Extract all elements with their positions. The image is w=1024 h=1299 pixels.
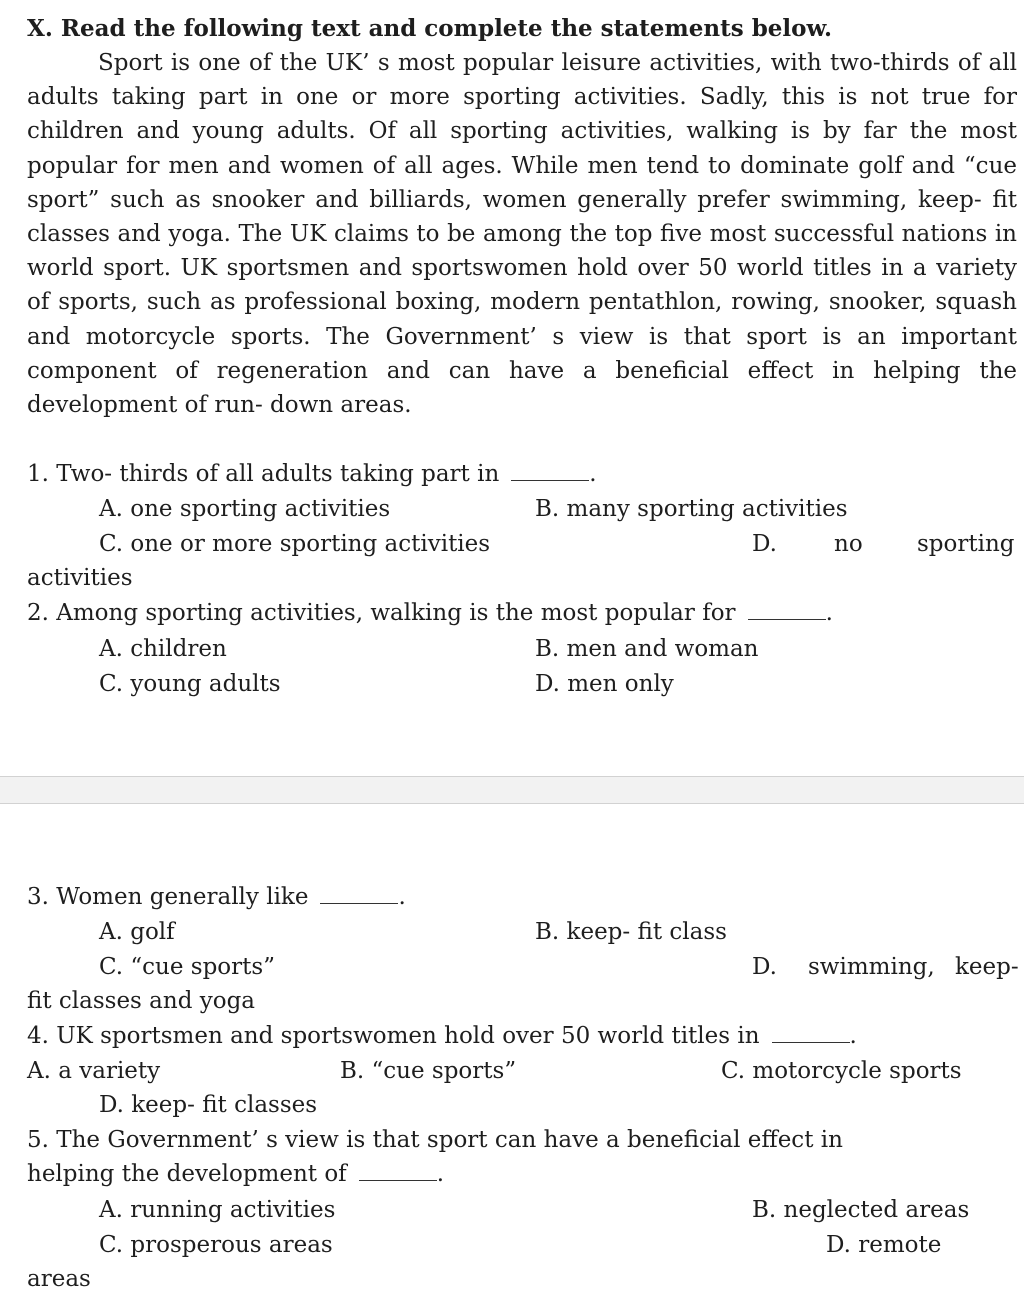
q2-option-d[interactable]: D. men only: [535, 671, 674, 697]
q1-option-d-word1: no: [834, 531, 863, 557]
answer-blank[interactable]: [748, 597, 826, 620]
q4-option-c[interactable]: C. motorcycle sports: [721, 1058, 962, 1084]
q2-option-b[interactable]: B. men and woman: [535, 636, 759, 662]
reading-passage: Sport is one of the UK’ s most popular leisure activities, with two-thirds of all adults taking part in one or more sporting activities. Sadly, this is not true for children and young adults. Of all sporting activities, walking is by far the most popular for men and women of all ages. While men tend to dominate golf and “cue sport” such as snooker and billiards, women generally prefer swimming, keep- fit classes and yoga. The UK claims to be among the top five most successful nations in world sport. UK sportsmen and sportswomen hold over 50 world titles in a variety of sports, such as professional boxing, modern pentathlon, rowing, snooker, squash and motorcycle sports. The Government’ s view is that sport is an important component of regeneration and can have a beneficial effect in helping the development of run- down areas.: [27, 50, 1017, 419]
q3-option-d-continued: fit classes and yoga: [27, 988, 256, 1014]
question-2-stem: 2. Among sporting activities, walking is the most popular for .: [27, 596, 833, 630]
q1-option-d-word2: sporting: [917, 531, 1015, 557]
q2-option-c[interactable]: C. young adults: [99, 671, 281, 697]
q1-option-c[interactable]: C. one or more sporting activities: [99, 531, 491, 557]
q3-option-c[interactable]: C. “cue sports”: [99, 954, 275, 980]
q1-option-b[interactable]: B. many sporting activities: [535, 496, 848, 522]
question-4-stem: 4. UK sportsmen and sportswomen hold over 50 world titles in .: [27, 1019, 857, 1053]
q3-option-a[interactable]: A. golf: [99, 919, 175, 945]
page-divider: [0, 776, 1024, 804]
q1-option-d-letter[interactable]: D.: [752, 531, 777, 557]
question-5-stem-line2: helping the development of .: [27, 1157, 444, 1191]
q3-option-b[interactable]: B. keep- fit class: [535, 919, 727, 945]
answer-blank[interactable]: [772, 1020, 850, 1043]
q4-option-a[interactable]: A. a variety: [27, 1058, 161, 1084]
exercise-heading: X. Read the following text and complete the statements below.: [27, 15, 832, 42]
q5-option-d[interactable]: D. remote: [826, 1232, 942, 1258]
answer-blank[interactable]: [359, 1158, 437, 1181]
q4-option-d[interactable]: D. keep- fit classes: [99, 1092, 318, 1118]
q3-option-d-letter[interactable]: D.: [752, 954, 777, 980]
question-5-stem-line1: 5. The Government’ s view is that sport can have a beneficial effect in: [27, 1127, 843, 1153]
answer-blank[interactable]: [511, 458, 589, 481]
q3-option-d-word2: keep-: [955, 954, 1019, 980]
q5-option-c[interactable]: C. prosperous areas: [99, 1232, 333, 1258]
q1-option-d-continued: activities: [27, 565, 133, 591]
question-1-stem: 1. Two- thirds of all adults taking part in .: [27, 457, 597, 491]
answer-blank[interactable]: [320, 881, 398, 904]
q1-option-a[interactable]: A. one sporting activities: [99, 496, 391, 522]
q4-option-b[interactable]: B. “cue sports”: [340, 1058, 517, 1084]
q5-option-a[interactable]: A. running activities: [99, 1197, 336, 1223]
q5-option-b[interactable]: B. neglected areas: [752, 1197, 970, 1223]
q2-option-a[interactable]: A. children: [99, 636, 227, 662]
question-3-stem: 3. Women generally like .: [27, 880, 406, 914]
q3-option-d-word1: swimming,: [808, 954, 935, 980]
q5-option-d-continued: areas: [27, 1266, 91, 1292]
